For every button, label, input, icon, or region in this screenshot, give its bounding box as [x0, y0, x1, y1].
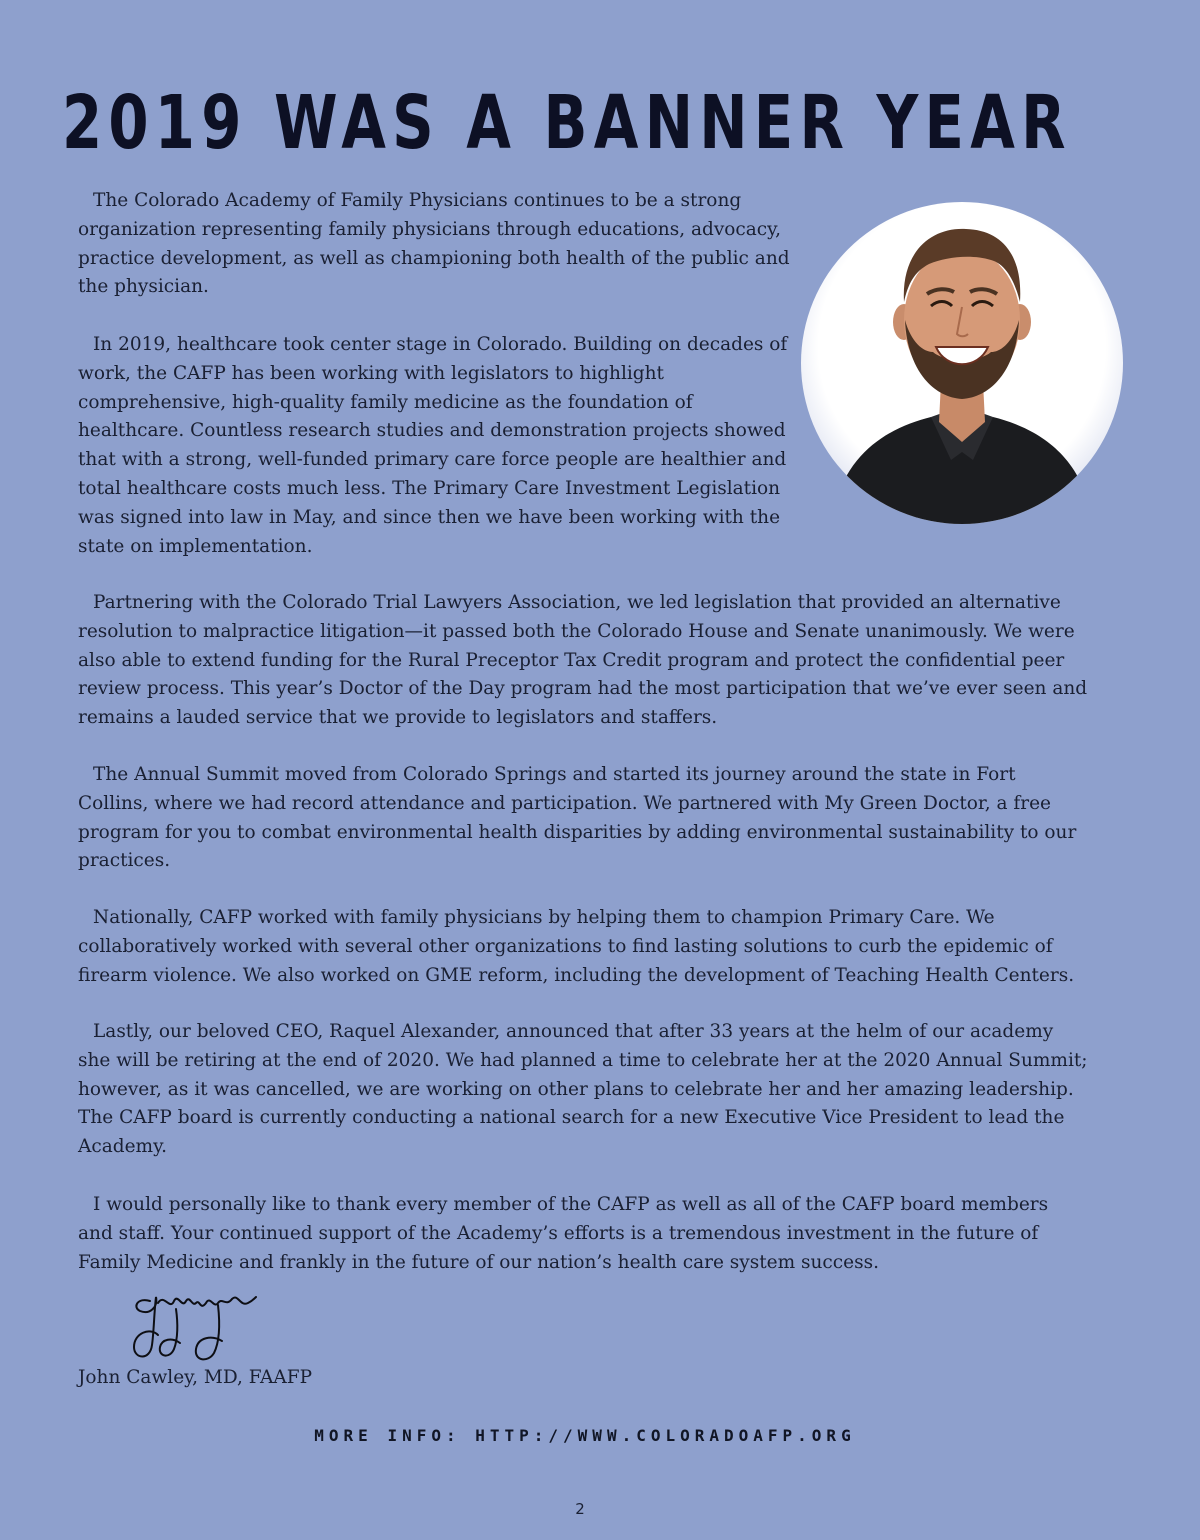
paragraph-national: Nationally, CAFP worked with family physicians by helping them to champion Primary Care. We collaboratively worked with several other organizations to find lasting solutions to curb the epidemic of firearm violence. We also worked on GME reform, including the development of Teaching Health Centers. [78, 907, 1075, 986]
paragraph-intro: The Colorado Academy of Family Physicians continues to be a strong organization representing family physicians through educations, advocacy, practice development, as well as championing both health of the public and the physician. [78, 190, 790, 298]
signer-name: John Cawley, MD, FAAFP [78, 1367, 313, 1388]
paragraph-ceo-retirement: Lastly, our beloved CEO, Raquel Alexander, announced that after 33 years at the helm of our academy she will be retiring at the end of 2020. We had planned a time to celebrate her at the 2020 Annual Summit; however, as it was cancelled, we are working on other plans to celebrate her and her amazing leadership. The CAFP board is currently conducting a national search for a new Executive Vice President to lead the Academy. [78, 1021, 1088, 1158]
more-info-link[interactable]: MORE INFO: HTTP://WWW.COLORADOAFP.ORG [314, 1426, 856, 1445]
page-title: 2019 WAS A BANNER YEAR [62, 80, 1072, 166]
paragraph-thanks: I would personally like to thank every member of the CAFP as well as all of the CAFP board members and staff. Your continued support of the Academy’s efforts is a tremendous investment in the future of Family Medicine and frankly in the future of our nation’s health care system success. [78, 1194, 1049, 1273]
paragraph-legislation: Partnering with the Colorado Trial Lawyers Association, we led legislation that provided an alternative resolution to malpractice litigation—it passed both the Colorado House and Senate unanimously. We were also able to extend funding for the Rural Preceptor Tax Credit program and protect the confidential peer review process. This year’s Doctor of the Day program had the most participation that we’ve ever seen and remains a lauded service that we provide to legislators and staffers. [78, 592, 1088, 729]
paragraph-healthcare-2019: In 2019, healthcare took center stage in Colorado. Building on decades of work, the CAFP has been working with legislators to highlight comprehensive, high-quality family medicine as the foundation of healthcare. Countless research studies and demonstration projects showed that with a strong, well-funded primary care force people are healthier and total healthcare costs much less. The Primary Care Investment Legislation was signed into law in May, and since then we have been working with the state on implementation. [78, 334, 788, 557]
page-number: 2 [575, 1500, 585, 1518]
handwritten-signature [128, 1283, 258, 1363]
paragraph-annual-summit: The Annual Summit moved from Colorado Springs and started its journey around the state in Fort Collins, where we had record attendance and participation. We partnered with My Green Doctor, a free program for you to combat environmental health disparities by adding environmental sustainability to our practices. [78, 764, 1077, 872]
author-portrait [801, 202, 1123, 524]
portrait-illustration [801, 202, 1123, 524]
